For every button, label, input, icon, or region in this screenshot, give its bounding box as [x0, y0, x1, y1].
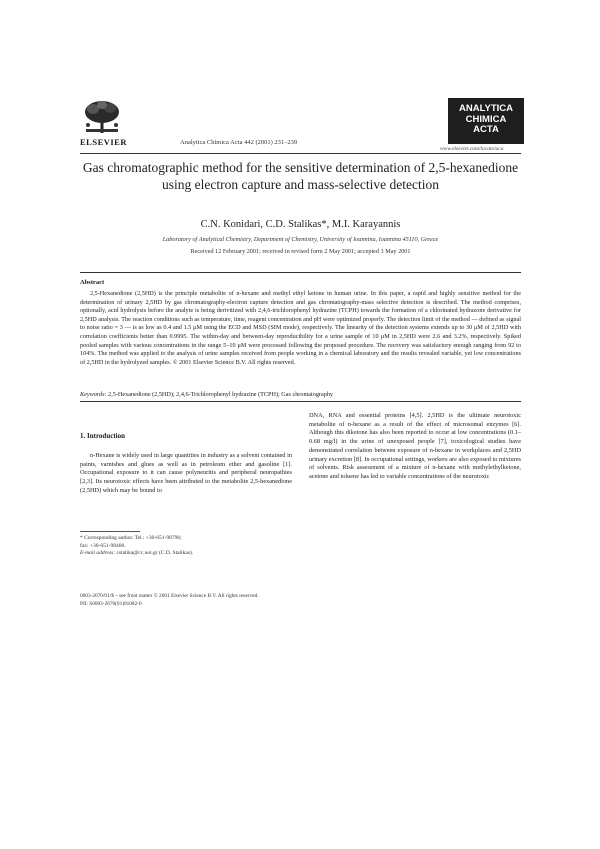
elsevier-tree-icon: [80, 99, 124, 135]
elsevier-logo: [80, 99, 127, 147]
section-heading-introduction: 1. Introduction: [80, 432, 125, 440]
journal-citation: Analytica Chimica Acta 442 (2001) 231–239: [180, 139, 298, 146]
keywords-label: Keywords:: [80, 391, 107, 398]
journal-logo: [448, 98, 524, 144]
header-divider: [80, 153, 521, 154]
abstract-top-divider: [80, 272, 521, 273]
article-authors: C.N. Konidari, C.D. Stalikas*, M.I. Karayannis: [200, 219, 401, 230]
footnote-email: [80, 550, 292, 558]
abstract-bottom-divider: [80, 401, 521, 402]
footnote-fax: fax: +30-651-98406.: [80, 542, 126, 549]
footnotes: [80, 535, 292, 558]
footnote-divider: [80, 531, 140, 532]
article-dates: Received 12 February 2001; received in revised form 2 May 2001; accepted 3 May 2001: [190, 248, 411, 255]
article-affiliation: Laboratory of Analytical Chemistry, Department of Chemistry, University of Ioannina, Ioannina 45110, Greece: [162, 236, 439, 243]
keywords-text: 2,5-Hexanedione (2,5HD); 2,4,6-Trichlorophenyl hydrazine (TCPH); Gas chromatography: [108, 391, 334, 398]
intro-paragraph-left: n-Hexane is widely used in large quantities in industry as a solvent contained in paints, varnishes and glues as well as in petroleum ether and gasoline [1]. Occupational exposure to it can cause polyneuritis and peripheral neuropathies [2,3]. Its neurotoxic effects have been attributed to the metabolite 2,5-hexanedione (2,5HD) which may be bound to: [80, 452, 292, 494]
article-title: Gas chromatographic method for the sensitive determination of 2,5-hexanedione using electron capture and mass-selective detection: [82, 160, 519, 192]
intro-paragraph-right: DNA, RNA and essential proteins [4,5]. 2,5HD is the ultimate neurotoxic metabolite of n-hexane as a result of the effect of microsomal enzymes [6]. Although this diketone has also been reported to occur at low concentrations (0.1–0.68 mg/l) in the urine of unexposed people [7], toxicological studies have demonstrated correlation between exposure of n-hexane in workplaces and 2,5HD urinary excretion [8]. In occupational settings, workers are also exposed to mixtures of solvents. Risk assessment of a mixture of n-hexane with methylethylketone, acetone and toluene has led to variable concentrations of the neurotoxic: [309, 412, 521, 480]
article-meta: [80, 593, 521, 608]
journal-url[interactable]: www.elsevier.com/locate/aca: [440, 146, 504, 152]
publisher-name: ELSEVIER: [80, 137, 127, 147]
footnote-corresponding: * Corresponding author. Tel.: +30-651-98796;: [80, 535, 182, 541]
journal-logo-line-2: CHIMICA: [465, 113, 507, 125]
journal-logo-line-1: ANALYTICA: [458, 103, 513, 114]
keywords-line: [80, 391, 521, 398]
issn-line: 0003-2670/01/$ – see front matter © 2001 Elsevier Science B.V. All rights reserved.: [80, 593, 259, 599]
body-left-column: [80, 412, 292, 496]
pii-line: PII: S0003-2670(01)01082-0: [80, 600, 142, 607]
email-label: E-mail address:: [80, 550, 116, 556]
journal-logo-line-3: ACTA: [473, 124, 499, 135]
body-right-column: [309, 412, 521, 482]
abstract-heading: Abstract: [80, 279, 105, 286]
abstract-text: 2,5-Hexanedione (2,5HD) is the principle metabolite of n-hexane and methyl ethyl ketone in human urine. In this paper, a rapid and highly sensitive method for the determination of urinary 2,5HD by gas chromatography-electron capture detection and gas chromatography-mass selective detection is described. The method comprises, optionally, acid hydrolysis before the analyte is being derivitized with 2,4,6-trichlorophenyl hydrazine (TCPH) towards the formation of a chlorinated hydrazone derivative for 2,5HD analysis. The reaction conditions such as temperature, time, reagent concentration and pH were optimized properly. The detection limit of the method — defined as signal to noise ratio = 3 — is as low as 0.4 and 1.5 μM using the ECD and MSD (SIM mode), respectively. The linearity of the detection systems extends up to 30 μM of 2,5HD with correlation coefficients better than 0.9995. The within-day and between-day reproducibility for a urine sample of 10 μM in 2,5HD were 2.6 and 3.2%, respectively. Spiked pooled samples with various concentrations in the range 5–10 μM were processed following the proposed procedure. The recovery was satisfactory enough ranging from 92 to 104%. The method was applied to the analysis of urine samples received from people working in a chemical laboratory and the results revealed variable, yet low concentrations of 2,5HD in the hydrolyzed samples. © 2001 Elsevier Science B.V. All rights reserved.: [80, 290, 521, 366]
email-address[interactable]: cstalika@cc.uoi.gr (C.D. Stalikas).: [116, 550, 194, 556]
